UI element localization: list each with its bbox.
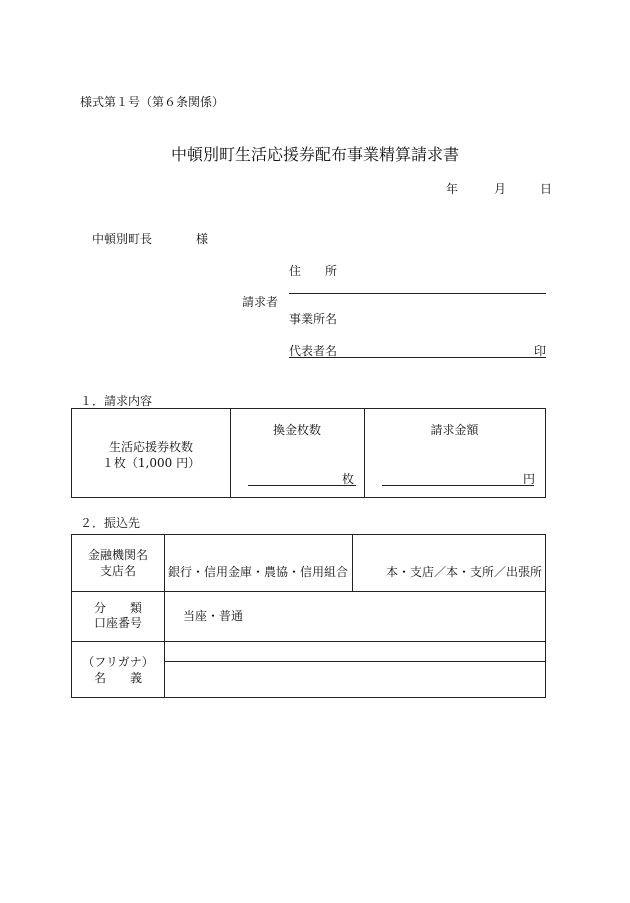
exchange-count-field-line[interactable] [248, 485, 356, 486]
section2-heading: ２．振込先 [80, 516, 141, 530]
voucher-unit-label: １枚（1,000 円） [101, 456, 201, 470]
date-day-label: 日 [540, 182, 553, 196]
addressee-honorific: 様 [196, 232, 209, 246]
office-name-label: 事業所名 [289, 312, 338, 326]
exchange-count-header: 換金枚数 [272, 423, 321, 437]
claim-table-divider-1 [230, 409, 231, 497]
address-field-line[interactable] [289, 293, 546, 294]
account-holder-label: 名 義 [93, 671, 142, 685]
transfer-table-row-line-3 [164, 661, 545, 662]
form-number: 様式第１号（第６条関係） [80, 95, 225, 109]
account-type-options[interactable]: 当座・普通 [183, 609, 244, 623]
addressee-name: 中頓別町長 [92, 232, 153, 246]
claim-table-divider-2 [364, 409, 365, 497]
transfer-table-row-line-1 [72, 591, 545, 592]
branch-type-options[interactable]: 本・支店／本・支所／出張所 [386, 565, 543, 579]
seal-mark: 印 [534, 344, 547, 358]
requester-label: 請求者 [242, 295, 279, 309]
count-unit: 枚 [342, 472, 355, 486]
address-label: 住 所 [289, 264, 338, 278]
representative-label: 代表者名 [289, 344, 338, 358]
transfer-table [71, 534, 546, 698]
claim-amount-field-line[interactable] [382, 485, 534, 486]
bank-type-options[interactable]: 銀行・信用金庫・農協・信用組合 [167, 565, 348, 579]
account-number-label: 口座番号 [93, 616, 142, 630]
branch-name-label: 支店名 [99, 564, 136, 578]
amount-unit: 円 [523, 472, 536, 486]
transfer-table-row-line-2 [72, 641, 545, 642]
voucher-count-label: 生活応援券枚数 [108, 440, 193, 454]
category-label: 分 類 [93, 601, 142, 615]
section1-heading: １．請求内容 [80, 394, 153, 408]
furigana-label: （フリガナ） [82, 655, 154, 669]
transfer-table-label-column-line [164, 535, 165, 697]
date-month-label: 月 [494, 182, 507, 196]
bank-name-label: 金融機関名 [87, 548, 148, 562]
page-title: 中頓別町生活応援券配布事業精算請求書 [170, 145, 459, 164]
claim-table [71, 408, 546, 498]
transfer-table-bank-divider [352, 535, 353, 591]
representative-field-line[interactable] [289, 357, 546, 358]
claim-amount-header: 請求金額 [430, 423, 479, 437]
date-year-label: 年 [446, 182, 459, 196]
